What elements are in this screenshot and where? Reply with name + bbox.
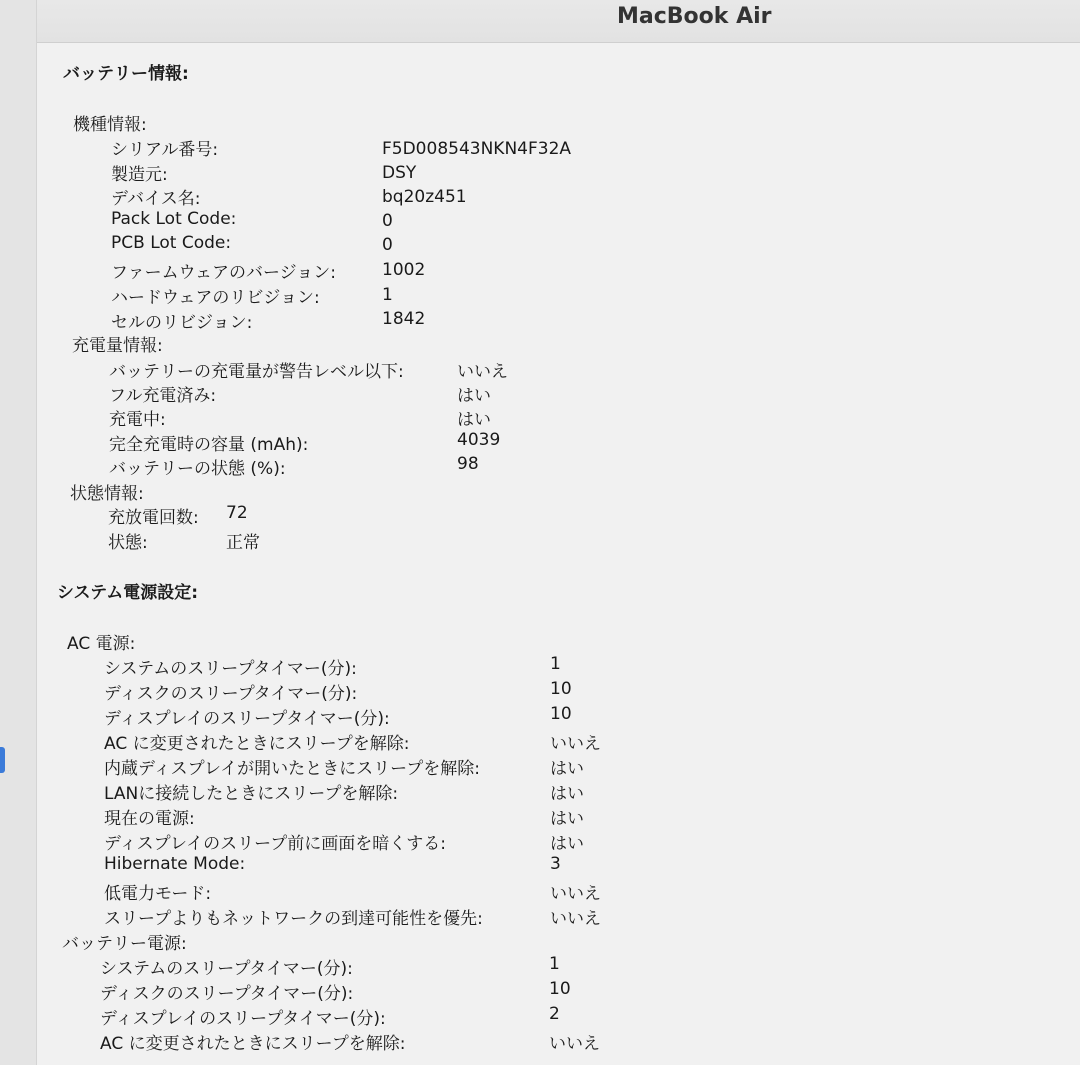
row-value: F5D008543NKN4F32A bbox=[382, 139, 572, 159]
section-heading-battery-info: バッテリー情報: bbox=[63, 64, 189, 84]
row-value: 2 bbox=[549, 1004, 560, 1024]
row-label: ディスクのスリープタイマー(分): bbox=[104, 684, 358, 704]
row-value: 1002 bbox=[382, 260, 426, 280]
row-label: 完全充電時の容量 (mAh): bbox=[109, 435, 309, 455]
row-value: 1842 bbox=[382, 309, 426, 329]
row-label: AC に変更されたときにスリープを解除: bbox=[100, 1034, 406, 1054]
row-label: ディスプレイのスリープ前に画面を暗くする: bbox=[104, 834, 446, 854]
row-label: バッテリーの状態 (%): bbox=[109, 459, 286, 479]
sidebar-edge bbox=[0, 0, 37, 1065]
row-label: システムのスリープタイマー(分): bbox=[104, 659, 357, 679]
row-value: 4039 bbox=[457, 430, 501, 450]
row-label: 充放電回数: bbox=[108, 508, 199, 528]
row-label: ハードウェアのリビジョン: bbox=[111, 288, 320, 308]
report-content bbox=[37, 43, 1080, 1065]
row-label: セルのリビジョン: bbox=[111, 313, 253, 333]
row-label: PCB Lot Code: bbox=[111, 233, 232, 253]
row-label: ファームウェアのバージョン: bbox=[111, 263, 337, 283]
row-value: いいえ bbox=[550, 884, 601, 904]
row-value: はい bbox=[550, 759, 584, 779]
row-value: はい bbox=[550, 809, 584, 829]
row-label: フル充電済み: bbox=[109, 386, 217, 406]
row-label: ディスプレイのスリープタイマー(分): bbox=[100, 1009, 386, 1029]
row-label: バッテリーの充電量が警告レベル以下: bbox=[109, 362, 404, 382]
row-value: はい bbox=[457, 410, 491, 430]
subsection-heading-battery-power: バッテリー電源: bbox=[62, 934, 187, 954]
row-value: bq20z451 bbox=[382, 187, 467, 207]
subsection-heading-charge-info: 充電量情報: bbox=[72, 336, 163, 356]
row-value: 正常 bbox=[226, 533, 260, 553]
row-label: ディスプレイのスリープタイマー(分): bbox=[104, 709, 390, 729]
row-value: 0 bbox=[382, 235, 393, 255]
row-value: 0 bbox=[382, 211, 393, 231]
row-value: はい bbox=[457, 386, 491, 406]
row-value: 1 bbox=[550, 654, 561, 674]
row-value: 1 bbox=[549, 954, 560, 974]
row-value: はい bbox=[550, 784, 584, 804]
row-label: シリアル番号: bbox=[111, 140, 219, 160]
subsection-heading-model-info: 機種情報: bbox=[73, 115, 147, 135]
row-value: DSY bbox=[382, 163, 417, 183]
row-label: 低電力モード: bbox=[104, 884, 212, 904]
row-value: いいえ bbox=[550, 909, 601, 929]
window-title: MacBook Air bbox=[617, 4, 772, 29]
row-value: 98 bbox=[457, 454, 479, 474]
row-label: 充電中: bbox=[109, 410, 166, 430]
row-label: 内蔵ディスプレイが開いたときにスリープを解除: bbox=[104, 759, 480, 779]
row-label: システムのスリープタイマー(分): bbox=[100, 959, 353, 979]
row-value: 72 bbox=[226, 503, 248, 523]
row-label: 製造元: bbox=[111, 165, 168, 185]
row-value: はい bbox=[550, 834, 584, 854]
row-value: 10 bbox=[550, 704, 572, 724]
row-value: 1 bbox=[382, 285, 393, 305]
sidebar-selection-indicator bbox=[0, 747, 5, 773]
row-value: いいえ bbox=[549, 1034, 600, 1054]
row-label: スリープよりもネットワークの到達可能性を優先: bbox=[104, 909, 483, 929]
row-value: 3 bbox=[550, 854, 561, 874]
row-label: 現在の電源: bbox=[104, 809, 195, 829]
row-label: デバイス名: bbox=[111, 189, 201, 209]
row-label: AC に変更されたときにスリープを解除: bbox=[104, 734, 410, 754]
row-label: Pack Lot Code: bbox=[111, 209, 237, 229]
row-label: Hibernate Mode: bbox=[104, 854, 246, 874]
row-label: ディスクのスリープタイマー(分): bbox=[100, 984, 354, 1004]
row-label: LANに接続したときにスリープを解除: bbox=[104, 784, 399, 804]
window-titlebar bbox=[0, 0, 1080, 43]
row-value: 10 bbox=[549, 979, 571, 999]
row-value: いいえ bbox=[550, 734, 601, 754]
section-heading-power-settings: システム電源設定: bbox=[57, 583, 199, 603]
row-value: 10 bbox=[550, 679, 572, 699]
subsection-heading-ac-power: AC 電源: bbox=[67, 634, 136, 654]
subsection-heading-status-info: 状態情報: bbox=[70, 484, 144, 504]
row-value: いいえ bbox=[457, 362, 508, 382]
row-label: 状態: bbox=[108, 533, 148, 553]
